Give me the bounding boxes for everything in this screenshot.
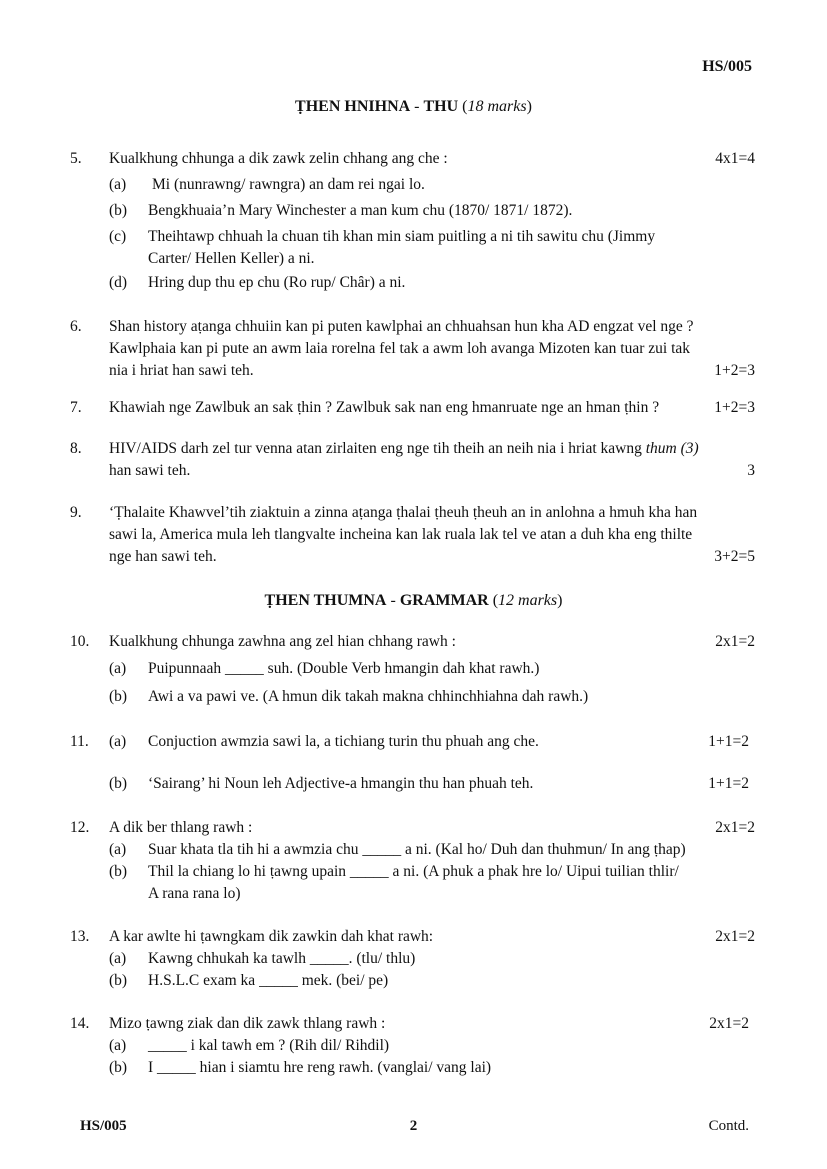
- footer-continued: Contd.: [708, 1118, 749, 1134]
- question-number: 11.: [70, 733, 89, 750]
- footer-page-number: 2: [409, 1118, 418, 1134]
- section-1-marks: 18 marks: [467, 98, 527, 115]
- question-marks: 2x1=2: [709, 1015, 749, 1032]
- question-number: 13.: [70, 928, 90, 945]
- question-text: Khawiah nge Zawlbuk an sak ṭhin ? Zawlbuk sak nan eng hmanruate nge an hman ṭhin ?: [109, 399, 660, 416]
- sub-text: Hring dup thu ep chu (Ro rup/ Chȃr) a ni.: [148, 274, 406, 291]
- question-number: 6.: [70, 318, 82, 335]
- sub-text: H.S.L.C exam ka _____ mek. (bei/ pe): [148, 972, 389, 989]
- question-text-line-3: nia i hriat han sawi teh.: [109, 362, 254, 379]
- sub-text: ‘Sairang’ hi Noun leh Adjective-a hmangin thu han phuah teh.: [148, 775, 534, 792]
- sub-label: (a): [109, 176, 127, 193]
- sub-text: Conjuction awmzia sawi la, a tichiang turin thu phuah ang che.: [148, 733, 539, 750]
- question-text-line-2: han sawi teh.: [109, 462, 191, 479]
- question-number: 10.: [70, 633, 90, 650]
- sub-label: (a): [109, 660, 127, 677]
- sub-label: (b): [109, 863, 128, 880]
- question-text-line-1: [109, 438, 755, 460]
- header-code: HS/005: [702, 58, 752, 75]
- sub-label: (b): [109, 1059, 128, 1076]
- sub-label: (a): [109, 733, 127, 750]
- question-text: A dik ber thlang rawh :: [109, 819, 253, 836]
- sub-text: Mi (nunrawng/ rawngra) an dam rei ngai lo.: [152, 176, 425, 193]
- question-text-line-1: Shan history aṭanga chhuiin kan pi puten kawlphai an chhuahsan hun kha AD engzat vel nge ?: [109, 318, 694, 335]
- sub-text: Kawng chhukah ka tawlh _____. (tlu/ thlu): [148, 950, 416, 967]
- question-text-line-1: ‘Ṭhalaite Khawvel’tih ziaktuin a zinna aṭanga ṭhalai ṭheuh ṭheuh an in anlohna a hmuh kha han: [109, 504, 698, 521]
- question-text-line-2: Kawlphaia kan pi pute an awm laia rorelna fel tak a awm loh avanga Mizoten kan tuar zui tak: [109, 340, 691, 357]
- footer-code: HS/005: [80, 1118, 127, 1134]
- section-1-title: ṬHEN HNIHNA: [295, 98, 411, 115]
- section-title-2: ṬHEN THUMNA - GRAMMAR (12 marks): [264, 592, 563, 609]
- sub-text-line-2: A rana rana lo): [148, 885, 241, 902]
- question-number: 8.: [70, 440, 82, 457]
- sub-label: (b): [109, 972, 128, 989]
- question-text: A kar awlte hi ṭawngkam dik zawkin dah khat rawh:: [109, 928, 434, 945]
- sub-text: Bengkhuaia’n Mary Winchester a man kum chu (1870/ 1871/ 1872).: [148, 202, 573, 219]
- section-2-marks: 12 marks: [498, 592, 558, 609]
- sub-label: (a): [109, 841, 127, 858]
- section-1-subtitle: THU: [423, 98, 459, 115]
- question-text: Kualkhung chhunga a dik zawk zelin chhang ang che :: [109, 150, 448, 167]
- question-number: 9.: [70, 504, 82, 521]
- sub-label: (a): [109, 1037, 127, 1054]
- question-marks: 2x1=2: [715, 819, 755, 836]
- question-marks: 2x1=2: [715, 633, 755, 650]
- sub-text-line-1: Theihtawp chhuah la chuan tih khan min siam puitling a ni tih sawitu chu (Jimmy: [148, 228, 656, 245]
- question-marks: 3: [747, 462, 755, 479]
- question-text: Mizo ṭawng ziak dan dik zawk thlang rawh :: [109, 1015, 386, 1032]
- sub-label: (b): [109, 775, 128, 792]
- sub-label: (c): [109, 228, 127, 245]
- section-title-1: ṬHEN HNIHNA - THU (18 marks): [295, 98, 532, 115]
- sub-text: Awi a va pawi ve. (A hmun dik takah makna chhinchhiahna dah rawh.): [148, 688, 589, 705]
- question-text: Kualkhung chhunga zawhna ang zel hian chhang rawh :: [109, 633, 456, 650]
- sub-text: Puipunnaah _____ suh. (Double Verb hmangin dah khat rawh.): [148, 660, 540, 677]
- question-marks: 1+2=3: [714, 399, 755, 416]
- sub-label: (d): [109, 274, 128, 291]
- sub-marks: 1+1=2: [708, 775, 749, 792]
- question-marks: 1+2=3: [714, 362, 755, 379]
- sub-label: (b): [109, 688, 128, 705]
- sub-text-line-2: Carter/ Hellen Keller) a ni.: [148, 250, 315, 267]
- section-2-subtitle: GRAMMAR: [399, 592, 489, 609]
- question-text-line-3: nge han sawi teh.: [109, 548, 217, 565]
- question-marks: 2x1=2: [715, 928, 755, 945]
- sub-text: _____ i kal tawh em ? (Rih dil/ Rihdil): [148, 1037, 390, 1054]
- question-marks: 4x1=4: [715, 150, 755, 167]
- section-2-title: ṬHEN THUMNA: [264, 592, 387, 609]
- question-number: 14.: [70, 1015, 90, 1032]
- question-number: 12.: [70, 819, 90, 836]
- question-text-main: HIV/AIDS darh zel tur venna atan zirlaiten eng nge tih theih an neih nia i hriat kawng: [109, 440, 646, 457]
- question-number: 7.: [70, 399, 82, 416]
- question-text-emphasis: thum (3): [645, 440, 699, 457]
- sub-label: (b): [109, 202, 128, 219]
- question-number: 5.: [70, 150, 82, 167]
- sub-marks: 1+1=2: [708, 733, 749, 750]
- sub-label: (a): [109, 950, 127, 967]
- sub-text: Suar khata tla tih hi a awmzia chu _____ a ni. (Kal ho/ Duh dan thuhmun/ In ang ṭhap): [148, 841, 686, 858]
- question-text-line-2: sawi la, America mula leh tlangvalte incheina kan lak ruala lak tel ve atan a duh kha eng thilte: [109, 526, 693, 543]
- sub-text: I _____ hian i siamtu hre reng rawh. (vanglai/ vang lai): [148, 1059, 492, 1076]
- question-marks: 3+2=5: [714, 548, 755, 565]
- sub-text-line-1: Thil la chiang lo hi ṭawng upain _____ a ni. (A phuk a phak hre lo/ Uipui tuilian thlir/: [148, 863, 679, 880]
